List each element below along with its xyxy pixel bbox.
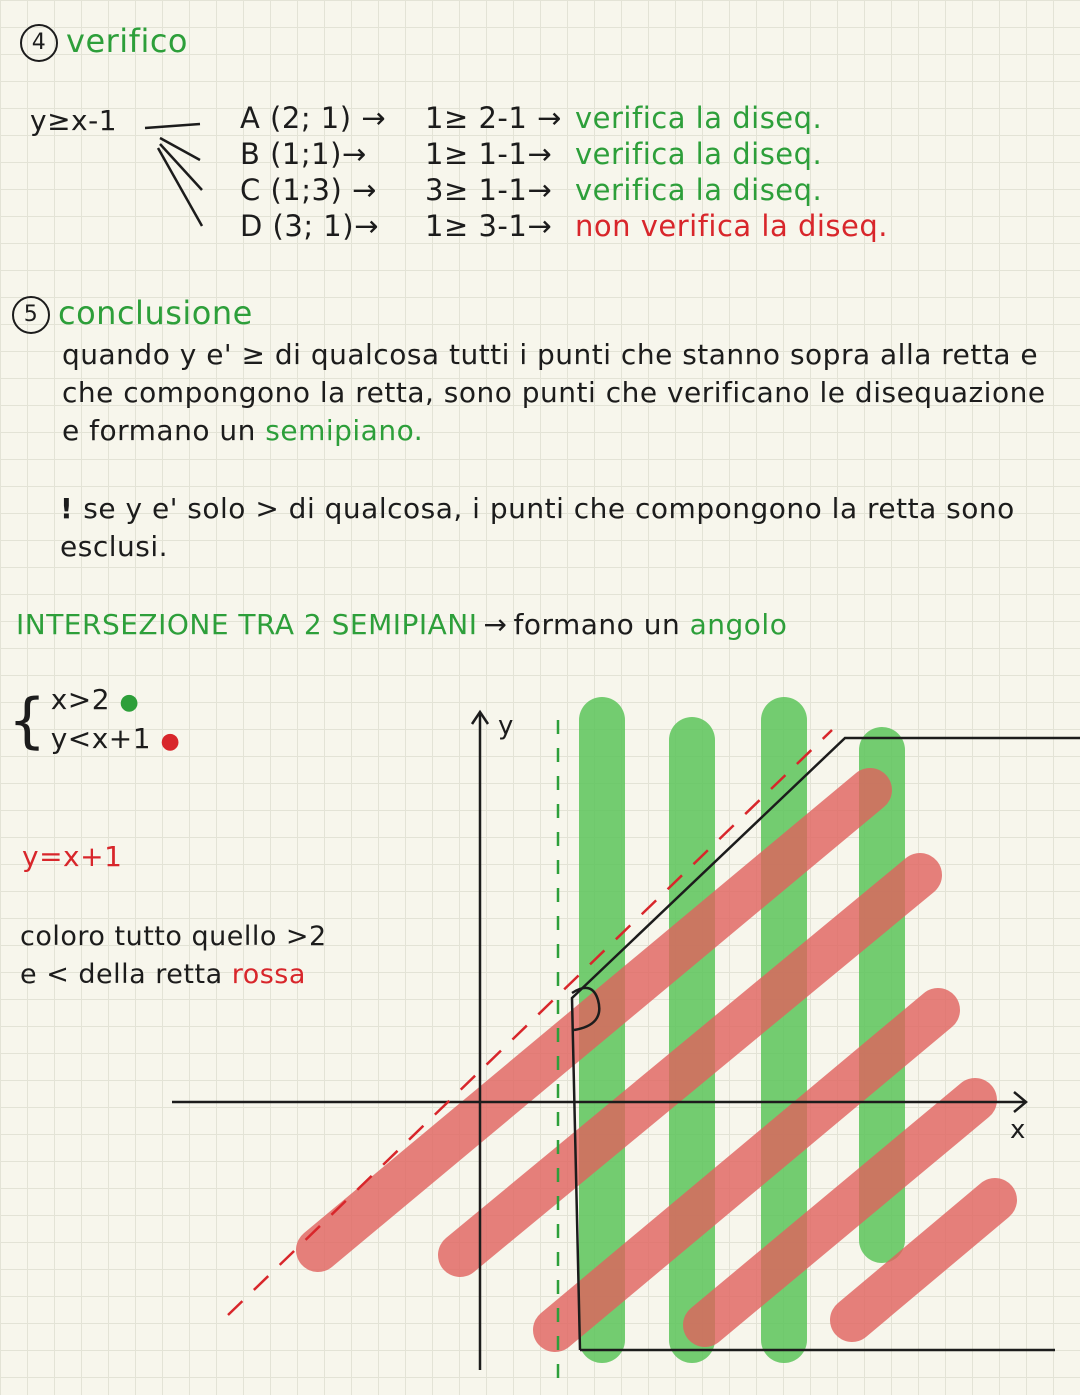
intersection-heading (16, 608, 787, 641)
semipiano-highlight: semipiano. (265, 414, 424, 447)
result: verifica la diseq. (575, 101, 823, 135)
calc: 1≥ 2-1 → (425, 101, 562, 135)
calc: 1≥ 1-1→ (425, 137, 553, 171)
x-axis-label: x (1010, 1115, 1026, 1145)
y-axis-label: y (498, 711, 514, 741)
intersection-title: INTERSEZIONE TRA 2 SEMIPIANI (16, 608, 478, 641)
note (60, 490, 1020, 566)
verify-row-b (240, 136, 888, 172)
intersection-text: formano un (513, 608, 690, 641)
red-dot-icon: ● (160, 729, 181, 754)
result: verifica la diseq. (575, 173, 823, 207)
system-eq2: y<x+1 ● (50, 722, 181, 755)
system-eq1: x>2 ● (50, 683, 140, 716)
step-title: verifico (66, 22, 188, 60)
note-mark: ! (60, 492, 74, 525)
verify-table (240, 100, 888, 244)
result: verifica la diseq. (575, 137, 823, 171)
point-label: B (1;1)→ (240, 137, 367, 171)
angolo-highlight: angolo (689, 608, 788, 641)
step-title: conclusione (58, 294, 253, 332)
point-label: A (2; 1) → (240, 101, 387, 135)
explanation-line1: coloro tutto quello >2 (20, 921, 327, 952)
step5-heading (12, 294, 253, 334)
line-equation: y=x+1 (22, 840, 123, 873)
branch-arrows (140, 108, 250, 238)
verify-row-d (240, 208, 888, 244)
result: non verifica la diseq. (575, 209, 888, 243)
step-number: 5 (12, 296, 50, 334)
point-label: C (1;3) → (240, 173, 377, 207)
verify-row-a (240, 100, 888, 136)
inequality-label: y≥x-1 (30, 104, 118, 137)
brace: { (8, 686, 47, 756)
step-number: 4 (20, 24, 58, 62)
verify-row-c (240, 172, 888, 208)
step4-heading (20, 22, 188, 62)
green-dot-icon: ● (119, 690, 140, 715)
rossa-highlight: rossa (231, 959, 306, 990)
red-band-4 (705, 1100, 975, 1325)
calc: 1≥ 3-1→ (425, 209, 553, 243)
conclusion-body: quando y e' ≥ di qualcosa tutti i punti che stanno sopra alla retta e che compongono la retta, sono punti che verificano le disequazione e formano un (62, 338, 1046, 447)
calc: 3≥ 1-1→ (425, 173, 553, 207)
point-label: D (3; 1)→ (240, 209, 379, 243)
intersection-arrow: → (483, 608, 508, 641)
conclusion-text (62, 336, 1052, 450)
graph (0, 686, 1080, 1395)
explanation-line2: e < della retta rossa (20, 959, 306, 990)
note-text: se y e' solo > di qualcosa, i punti che compongono la retta sono esclusi. (60, 492, 1015, 563)
